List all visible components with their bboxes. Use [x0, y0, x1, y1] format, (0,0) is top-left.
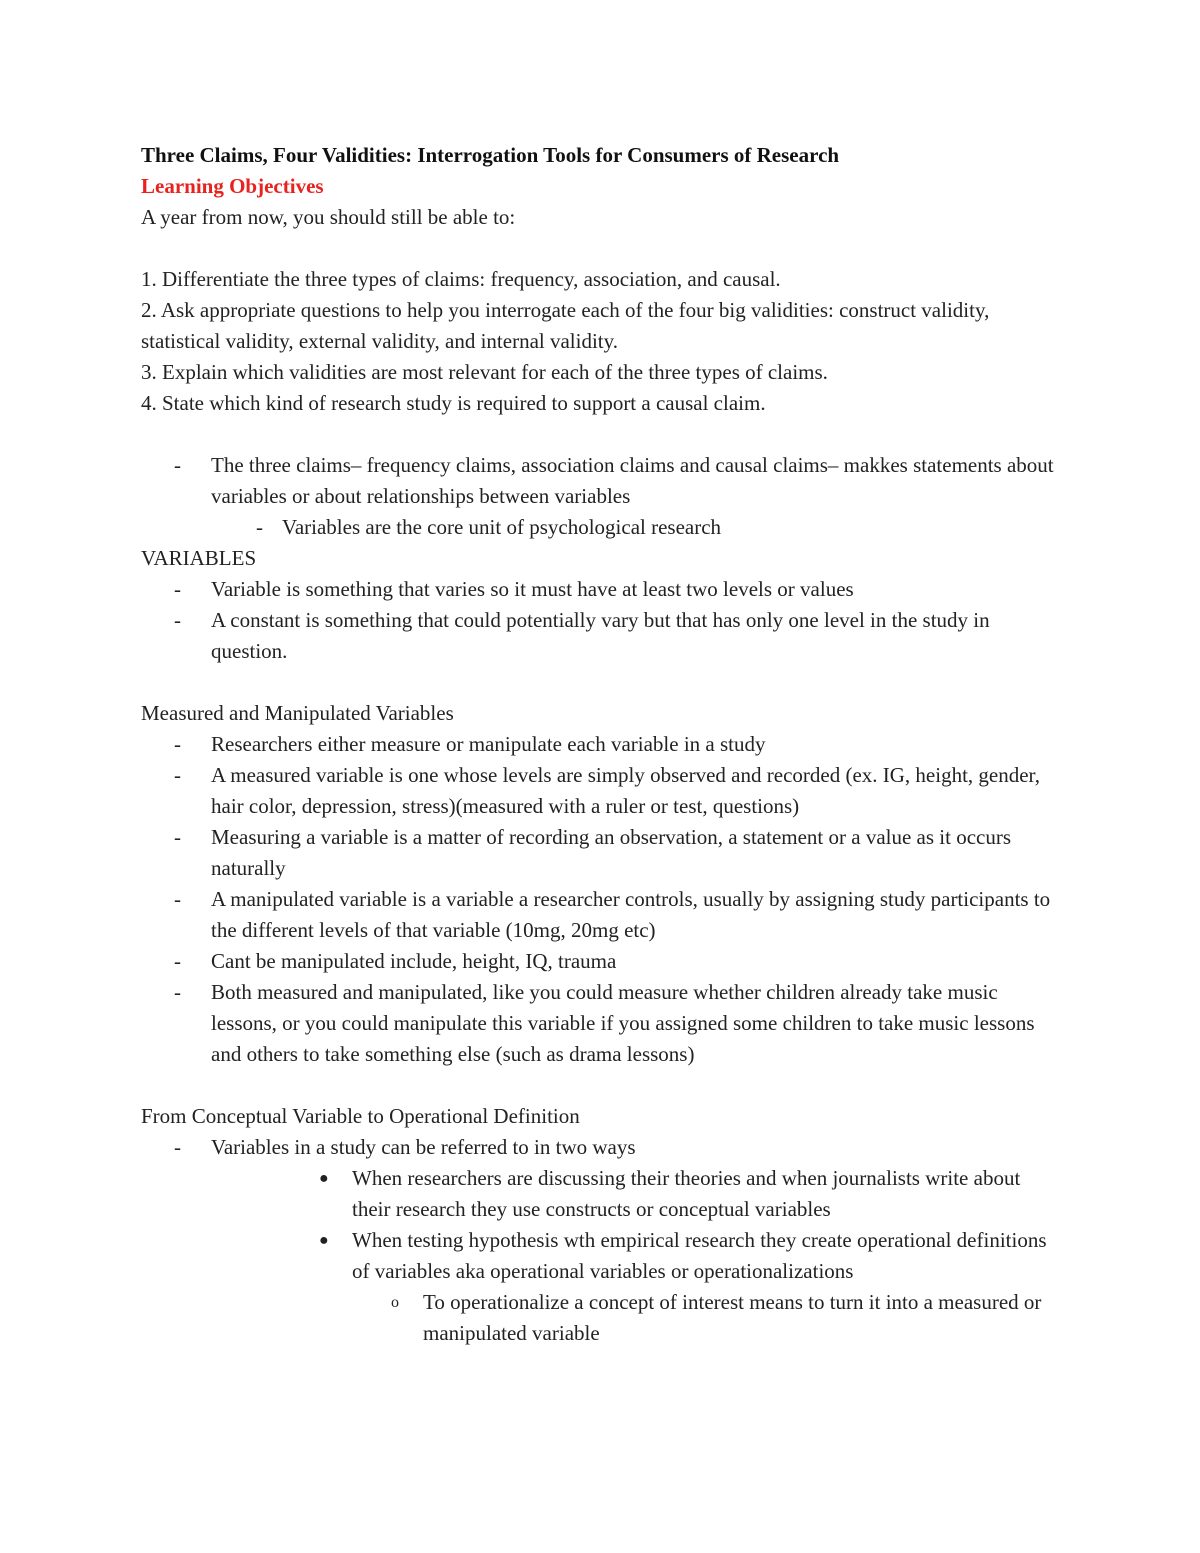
circle-marker: o: [391, 1294, 399, 1311]
spacer: [141, 419, 1061, 450]
bullet-marker: ●: [319, 1232, 329, 1249]
spacer: [141, 1070, 1061, 1101]
objective-item: 4. State which kind of research study is required to support a causal claim.: [141, 391, 766, 415]
list-item: [141, 450, 1061, 512]
list-item: [141, 760, 1061, 822]
list-item: [141, 946, 1061, 977]
list-item: [141, 574, 1061, 605]
dash-marker: -: [174, 825, 181, 849]
spacer: [141, 233, 1061, 264]
objective-item: 2. Ask appropriate questions to help you interrogate each of the four big validities: construct validity, statistical validity, external validity, and internal validity.: [141, 298, 990, 353]
section-heading-learning-objectives: Learning Objectives: [141, 174, 324, 198]
list-item-text: A manipulated variable is a variable a researcher controls, usually by assigning study participants to the different levels of that variable (10mg, 20mg etc): [211, 887, 1051, 942]
section-heading-measured: Measured and Manipulated Variables: [141, 701, 454, 725]
intro-text: A year from now, you should still be able to:: [141, 205, 516, 229]
objective-item: 1. Differentiate the three types of claims: frequency, association, and causal.: [141, 267, 781, 291]
dash-marker: -: [174, 577, 181, 601]
dash-marker: -: [174, 980, 181, 1004]
list-item: [141, 1225, 1061, 1287]
bullet-marker: ●: [319, 1170, 329, 1187]
list-item-text: Researchers either measure or manipulate each variable in a study: [211, 732, 766, 756]
dash-marker: -: [174, 763, 181, 787]
list-item-text: To operationalize a concept of interest means to turn it into a measured or manipulated variable: [423, 1290, 1042, 1345]
dash-marker: -: [174, 887, 181, 911]
list-item-text: When testing hypothesis wth empirical research they create operational definitions of variables aka operational variables or operationalizations: [352, 1228, 1047, 1283]
dash-marker: -: [174, 1135, 181, 1159]
list-item: [141, 1132, 1061, 1163]
list-item-text: When researchers are discussing their theories and when journalists write about their research they use constructs or conceptual variables: [352, 1166, 1021, 1221]
document-title: Three Claims, Four Validities: Interrogation Tools for Consumers of Research: [141, 143, 840, 167]
list-item-text: A constant is something that could potentially vary but that has only one level in the study in question.: [211, 608, 990, 663]
list-item-text: Cant be manipulated include, height, IQ, trauma: [211, 949, 617, 973]
list-item: [141, 1287, 1061, 1349]
dash-marker: -: [256, 515, 263, 539]
list-item: [141, 512, 1061, 543]
list-item: [141, 884, 1061, 946]
objective-item: 3. Explain which validities are most relevant for each of the three types of claims.: [141, 360, 828, 384]
list-item: [141, 1163, 1061, 1225]
list-item-text: Variables in a study can be referred to in two ways: [211, 1135, 636, 1159]
list-item-text: Variables are the core unit of psychological research: [282, 515, 722, 539]
dash-marker: -: [174, 608, 181, 632]
dash-marker: -: [174, 732, 181, 756]
list-item-text: The three claims– frequency claims, association claims and causal claims– makkes statements about variables or about relationships between variables: [211, 453, 1054, 508]
list-item-text: Both measured and manipulated, like you could measure whether children already take music lessons, or you could manipulate this variable if you assigned some children to take music lessons and others to take something else (such as drama lessons): [211, 980, 1035, 1066]
section-heading-variables: VARIABLES: [141, 546, 257, 570]
list-item-text: A measured variable is one whose levels are simply observed and recorded (ex. IG, height, gender, hair color, depression, stress)(measured with a ruler or test, questions): [211, 763, 1040, 818]
list-item-text: Variable is something that varies so it must have at least two levels or values: [211, 577, 854, 601]
document-page: [141, 140, 1061, 1349]
section-heading-conceptual: From Conceptual Variable to Operational Definition: [141, 1104, 580, 1128]
spacer: [141, 667, 1061, 698]
list-item: [141, 822, 1061, 884]
list-item: [141, 729, 1061, 760]
list-item-text: Measuring a variable is a matter of recording an observation, a statement or a value as it occurs naturally: [211, 825, 1012, 880]
dash-marker: -: [174, 949, 181, 973]
list-item: [141, 977, 1061, 1070]
list-item: [141, 605, 1061, 667]
dash-marker: -: [174, 453, 181, 477]
